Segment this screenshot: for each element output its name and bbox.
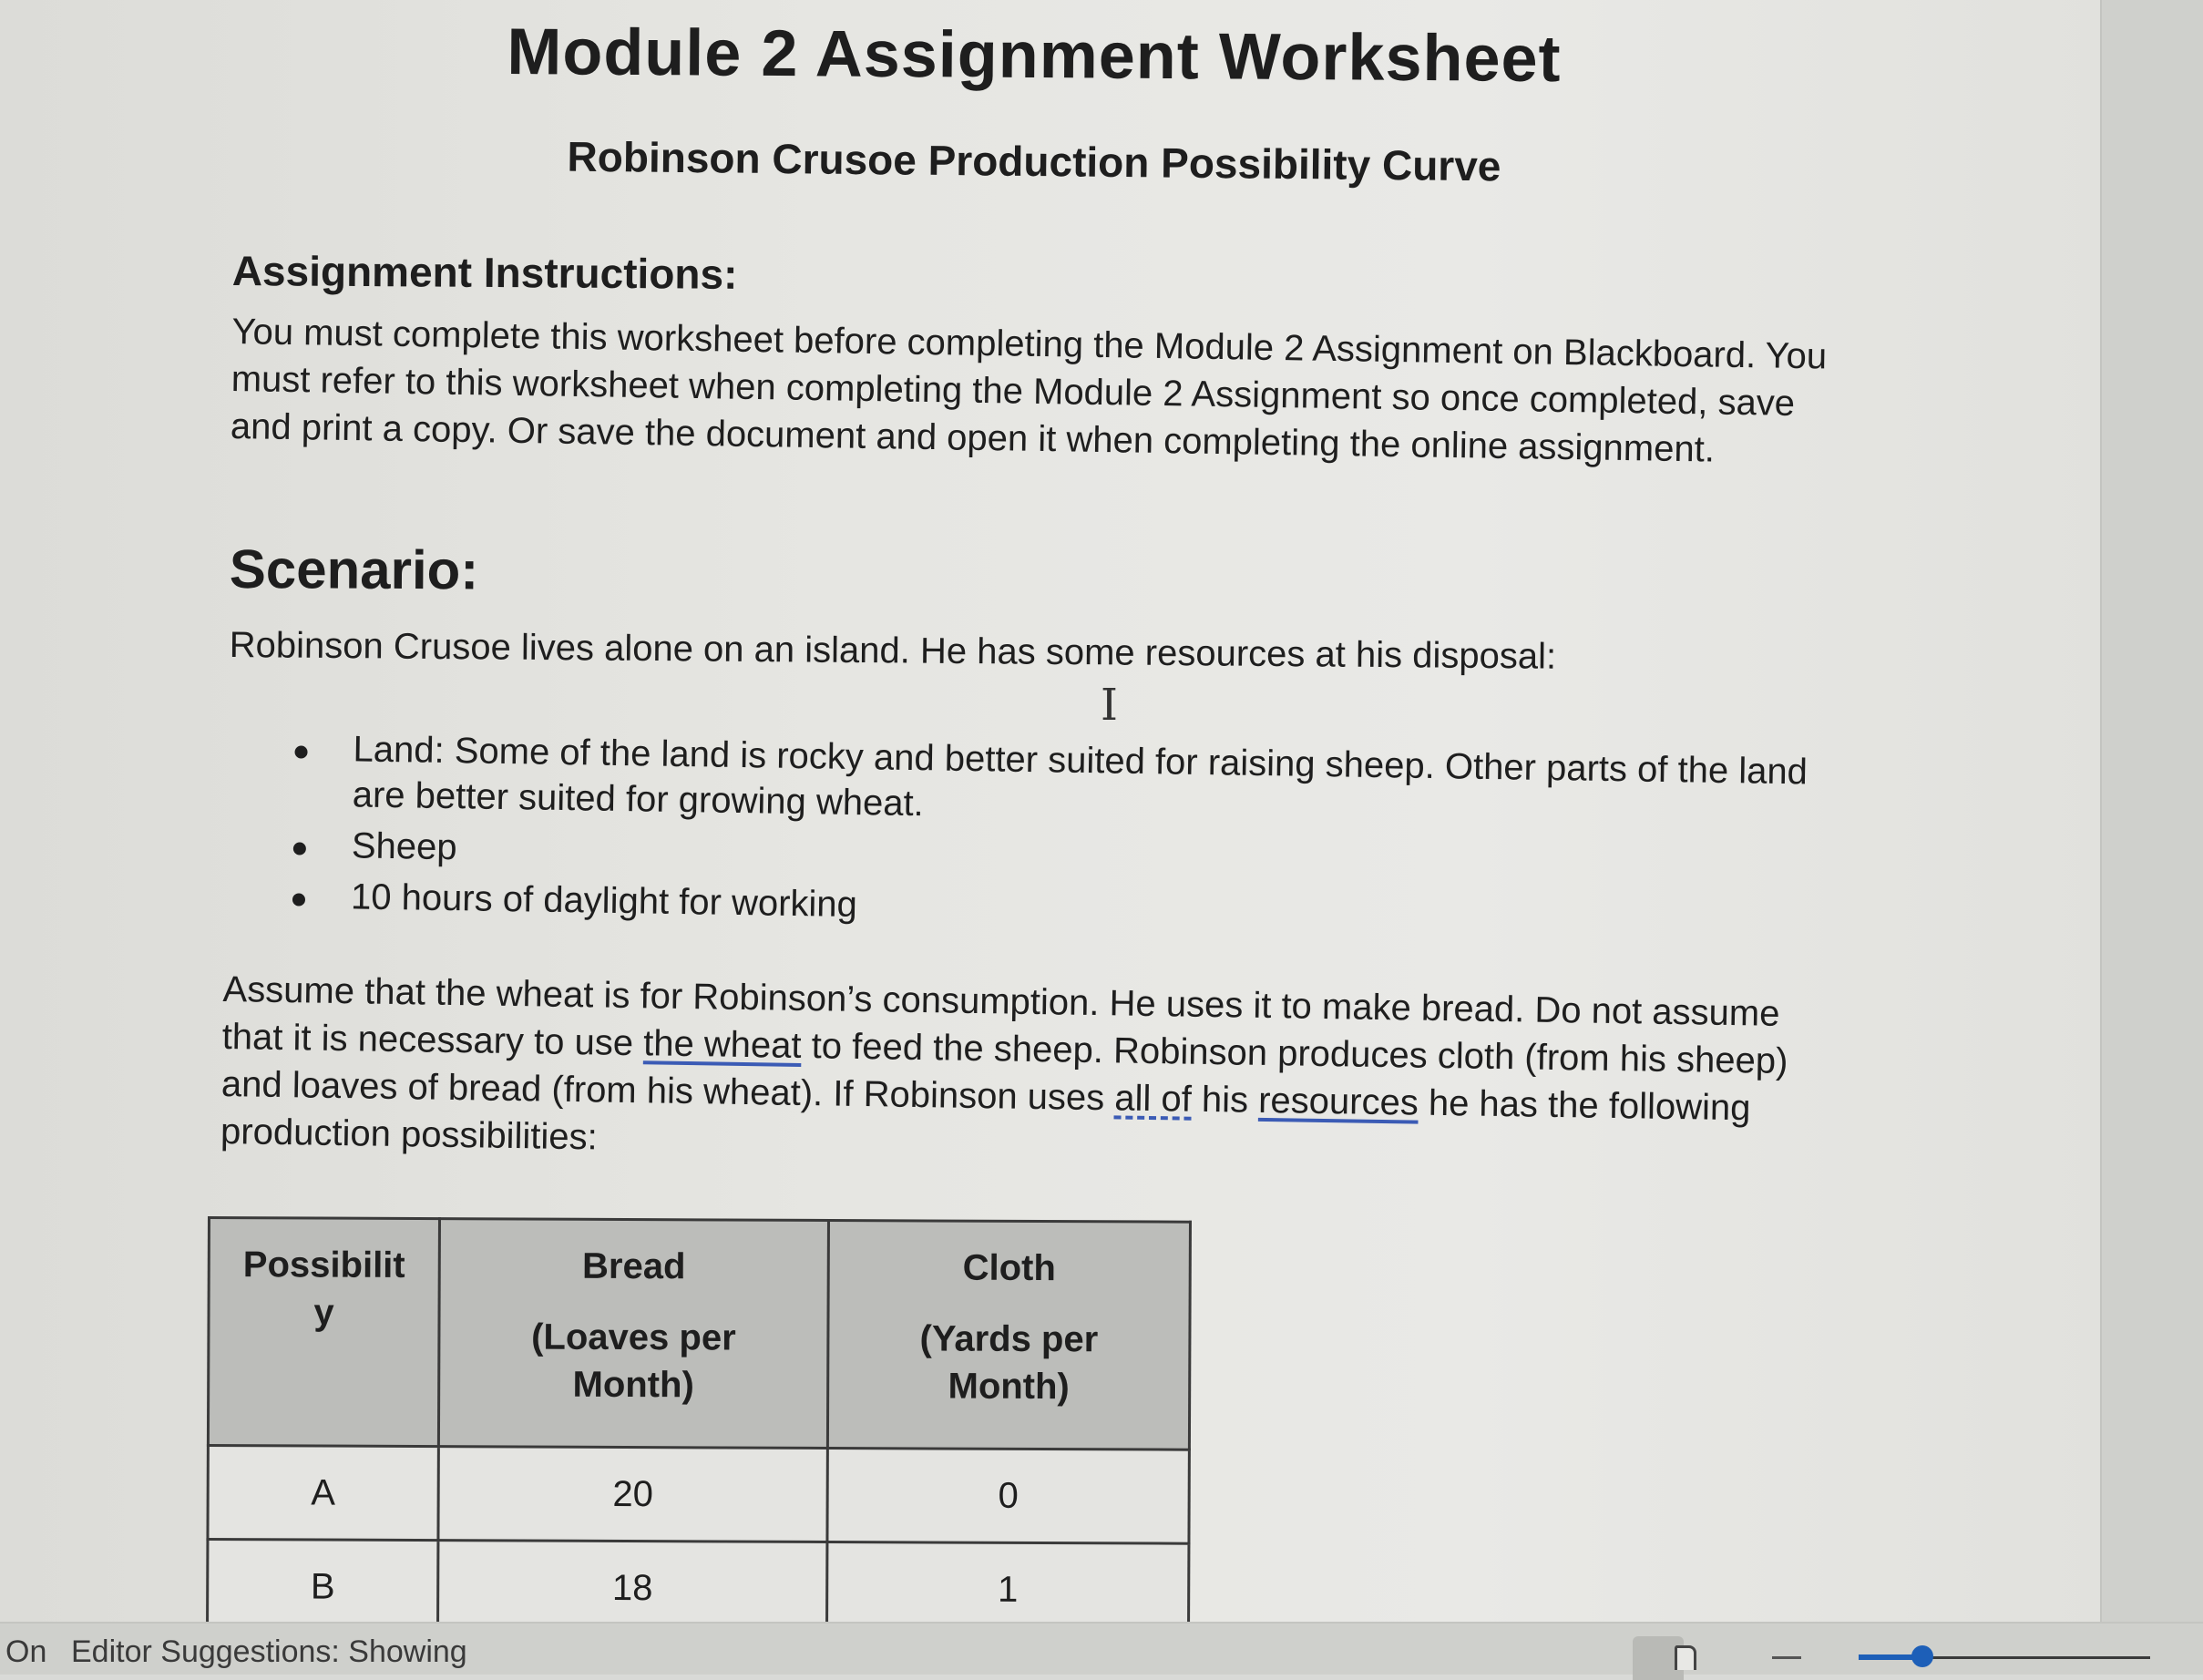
document-title: Module 2 Assignment Worksheet (507, 15, 1562, 97)
header-cloth-label: Cloth (962, 1247, 1056, 1289)
suggestion-the-wheat[interactable]: the wheat (642, 1023, 802, 1066)
suggestion-resources[interactable]: resources (1257, 1080, 1419, 1123)
assume-text-1: Assume that the wheat is for Robinson’s consumption. He uses it to make bread. Do not assume that it is necessary to use (221, 968, 1780, 1064)
text-cursor-icon: I (1101, 680, 1118, 731)
cell-cloth[interactable]: 0 (827, 1448, 1189, 1543)
status-state: On (5, 1634, 47, 1669)
cell-bread[interactable]: 18 (438, 1541, 827, 1636)
document-subtitle: Robinson Crusoe Production Possibility Curve (567, 132, 1501, 190)
assume-text-3: his (1191, 1079, 1259, 1121)
header-possibility[interactable] (208, 1218, 439, 1447)
cell-possibility[interactable]: B (208, 1540, 438, 1634)
table-row (208, 1446, 1189, 1544)
assumption-paragraph (220, 966, 1845, 1181)
list-item: Sheep (272, 822, 1839, 892)
zoom-out-icon[interactable] (1772, 1656, 1801, 1659)
scenario-paragraph: Robinson Crusoe lives alone on an island. He has some resources at his disposal: (229, 624, 1557, 677)
header-bread[interactable] (438, 1219, 828, 1449)
instructions-heading: Assignment Instructions: (231, 246, 738, 298)
assume-text-4: he has the following production possibilities: (220, 1082, 1751, 1158)
cell-bread[interactable]: 20 (438, 1447, 827, 1542)
header-possibility-label: Possibility (242, 1245, 405, 1333)
cell-cloth[interactable]: 1 (826, 1542, 1188, 1637)
editor-suggestions-status[interactable]: Editor Suggestions: Showing (71, 1634, 467, 1669)
header-bread-unit: (Loaves per Month) (531, 1316, 736, 1406)
status-bar (0, 1622, 2203, 1675)
assume-text-2: to feed the sheep. Robinson produces cloth (from his sheep) and loaves of bread (from his wheat). If Robinson uses (220, 1025, 1788, 1119)
instructions-paragraph: You must complete this worksheet before completing the Module 2 Assignment on Blackboard. You must refer to this worksheet when completing the Module 2 Assignment so once completed, save and print a copy. Or save the document and open it when completing the online assignment. (230, 311, 1828, 470)
list-item: Land: Some of the land is rocky and better suited for raising sheep. Other parts of the land are better suited for growing wheat. (272, 725, 1839, 841)
scenario-heading: Scenario: (229, 538, 479, 601)
production-table-wrapper (206, 1216, 1192, 1639)
zoom-slider-thumb[interactable] (1911, 1645, 1933, 1667)
resource-list (271, 725, 1840, 948)
window-background (2100, 0, 2203, 1622)
cell-possibility[interactable]: A (208, 1446, 438, 1541)
list-item: 10 hours of daylight for working (271, 873, 1839, 943)
focus-mode-icon[interactable] (1633, 1636, 1684, 1680)
header-bread-label: Bread (581, 1245, 686, 1287)
header-cloth-unit: (Yards per Month) (919, 1318, 1099, 1408)
suggestion-all-of[interactable]: all of (1114, 1078, 1193, 1120)
header-cloth[interactable] (827, 1220, 1190, 1450)
production-possibilities-table[interactable] (206, 1216, 1192, 1639)
